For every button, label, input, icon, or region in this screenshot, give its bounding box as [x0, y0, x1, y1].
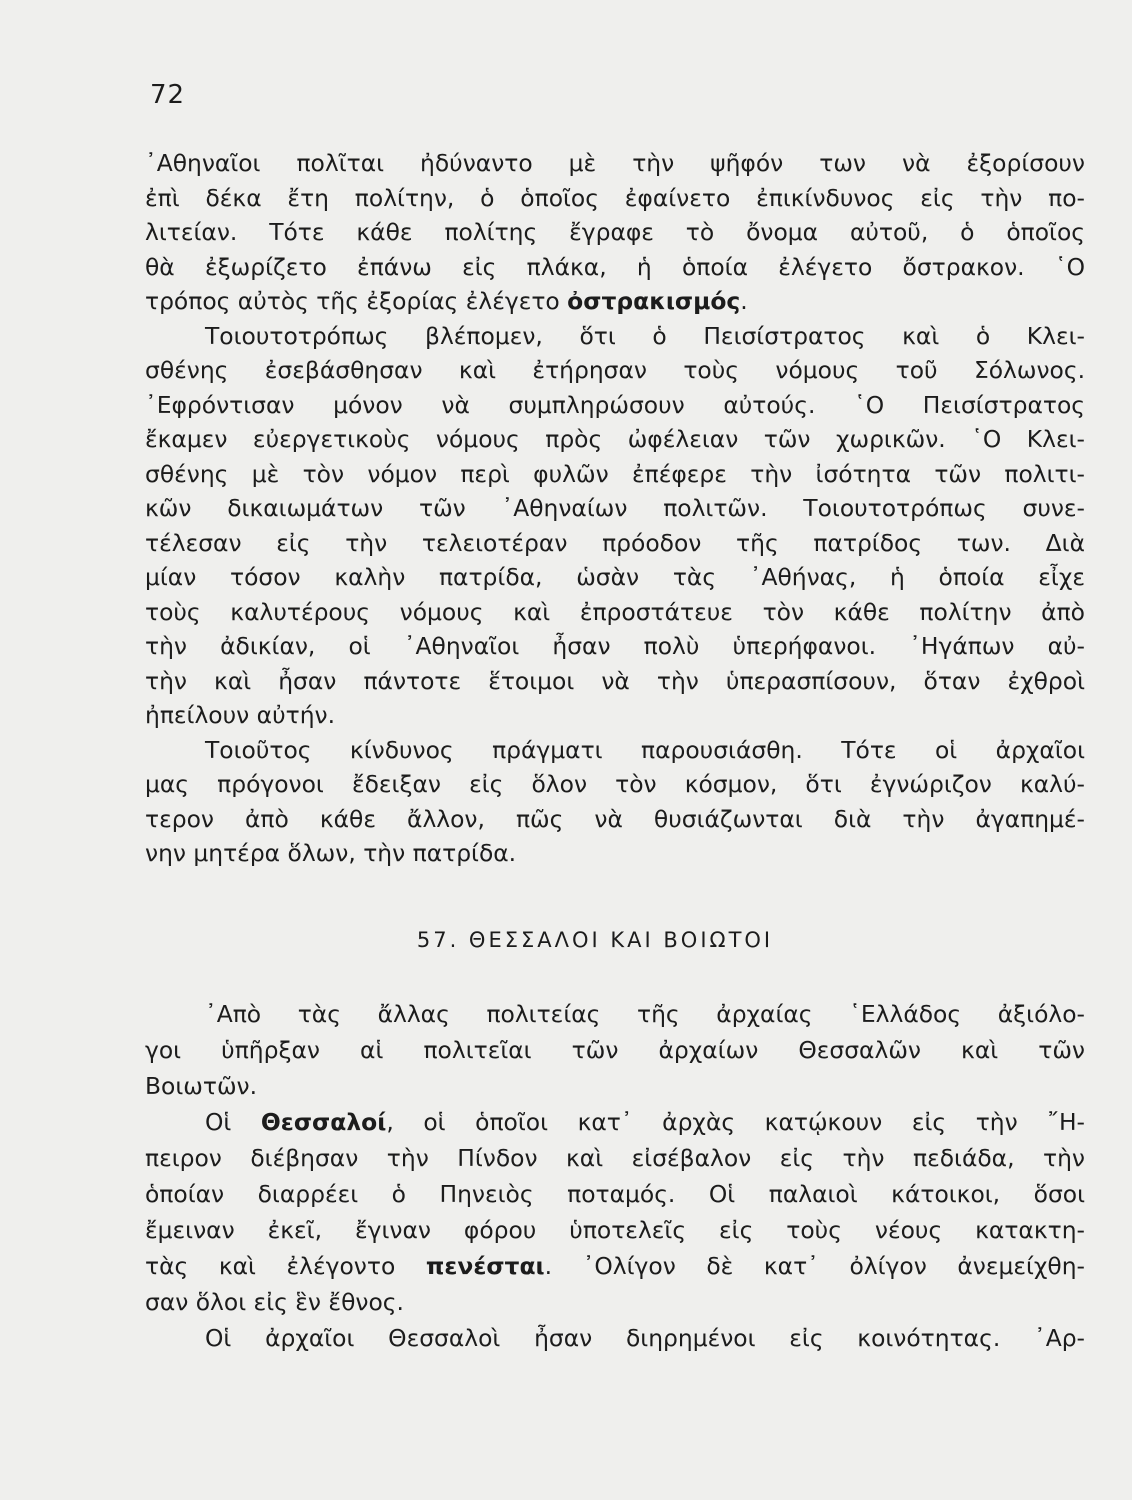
text-line: ᾿Απὸ τὰς ἄλλας πολιτείας τῆς ἀρχαίας ῾Ελλάδος ἀξιόλο-: [205, 1000, 1085, 1028]
text-run: Οἱ: [205, 1108, 261, 1136]
text-run: , οἱ ὁποῖοι κατ᾿ ἀρχὰς κατῴκουν εἰς τὴν ῎Η-: [386, 1108, 1085, 1136]
bold-term-penestai: πενέσται: [425, 1252, 545, 1280]
text-line: τέλεσαν εἰς τὴν τελειοτέραν πρόοδον τῆς πατρίδος των. Διὰ: [145, 528, 1085, 557]
text-line: σθένης μὲ τὸν νόμον περὶ φυλῶν ἐπέφερε τὴν ἰσότητα τῶν πολιτι-: [145, 459, 1085, 488]
text-run: τὰς καὶ ἐλέγοντο: [145, 1252, 426, 1280]
text-line: τοὺς καλυτέρους νόμους καὶ ἐπροστάτευε τὸν κάθε πολίτην ἀπὸ: [145, 597, 1085, 626]
text-line: σαν ὅλοι εἰς ἓν ἔθνος.: [145, 1288, 404, 1316]
text-line: γοι ὑπῆρξαν αἱ πολιτεῖαι τῶν ἀρχαίων Θεσσαλῶν καὶ τῶν: [145, 1036, 1085, 1064]
text-line: Τοιοῦτος κίνδυνος πράγματι παρουσιάσθη. Τότε οἱ ἀρχαῖοι: [205, 735, 1085, 764]
text-line: [145, 1248, 1085, 1284]
text-line: ἠπείλουν αὐτήν.: [145, 701, 336, 729]
text-line: τερον ἀπὸ κάθε ἄλλον, πῶς νὰ θυσιάζωνται διὰ τὴν ἀγαπημέ-: [145, 804, 1085, 833]
bold-term-ostrakismos: ὀστρακισμός: [567, 287, 741, 315]
text-run: τρόπος αὐτὸς τῆς ἐξορίας ἐλέγετο: [145, 287, 568, 315]
text-line: ᾿Εφρόντισαν μόνον νὰ συμπληρώσουν αὐτούς. ῾Ο Πεισίστρατος: [145, 390, 1085, 419]
text-line: [145, 1104, 1085, 1140]
text-line: κῶν δικαιωμάτων τῶν ᾿Αθηναίων πολιτῶν. Τοιουτοτρόπως συνε-: [145, 494, 1085, 522]
section-heading: 57. ΘΕΣΣΑΛΟΙ ΚΑΙ ΒΟΙΩΤΟΙ: [416, 928, 774, 952]
text-line: ἐπὶ δέκα ἔτη πολίτην, ὁ ὁποῖος ἐφαίνετο ἐπικίνδυνος εἰς τὴν πο-: [145, 183, 1085, 212]
text-run: . ᾿Ολίγον δὲ κατ᾿ ὀλίγον ἀνεμείχθη-: [544, 1252, 1085, 1280]
text-line: θὰ ἐξωρίζετο ἐπάνω εἰς πλάκα, ἡ ὁποία ἐλέγετο ὄστρακον. ῾Ο: [145, 252, 1085, 281]
text-line: νην μητέρα ὅλων, τὴν πατρίδα.: [145, 839, 517, 867]
bold-term-thessaloi: Θεσσαλοί: [260, 1108, 387, 1136]
text-line: σθένης ἐσεβάσθησαν καὶ ἐτήρησαν τοὺς νόμους τοῦ Σόλωνος.: [145, 356, 1085, 384]
text-line: πειρον διέβησαν τὴν Πίνδον καὶ εἰσέβαλον εἰς τὴν πεδιάδα, τὴν: [145, 1144, 1085, 1172]
text-line: Βοιωτῶν.: [145, 1072, 258, 1100]
text-block-top: [145, 146, 1085, 871]
text-line: μας πρόγονοι ἔδειξαν εἰς ὅλον τὸν κόσμον, ὅτι ἐγνώριζον καλύ-: [145, 770, 1085, 798]
text-line: ὁποίαν διαρρέει ὁ Πηνειὸς ποταμός. Οἱ παλαιοὶ κάτοικοι, ὅσοι: [145, 1180, 1085, 1208]
text-line: Οἱ ἀρχαῖοι Θεσσαλοὶ ἦσαν διηρημένοι εἰς κοινότητας. ᾿Αρ-: [205, 1324, 1085, 1352]
text-line: [145, 284, 1085, 319]
text-line: τὴν καὶ ἦσαν πάντοτε ἕτοιμοι νὰ τὴν ὑπερασπίσουν, ὅταν ἐχθροὶ: [145, 666, 1085, 695]
text-line: Τοιουτοτρόπως βλέπομεν, ὅτι ὁ Πεισίστρατος καὶ ὁ Κλει-: [205, 321, 1085, 350]
text-line: λιτείαν. Τότε κάθε πολίτης ἔγραφε τὸ ὄνομα αὐτοῦ, ὁ ὁποῖος: [145, 218, 1085, 246]
text-line: ἔκαμεν εὐεργετικοὺς νόμους πρὸς ὠφέλειαν τῶν χωρικῶν. ῾Ο Κλει-: [145, 425, 1085, 453]
text-line: μίαν τόσον καλὴν πατρίδα, ὡσὰν τὰς ᾿Αθήνας, ἡ ὁποία εἶχε: [145, 563, 1085, 591]
page-number: 72: [150, 80, 186, 110]
text-line: τὴν ἀδικίαν, οἱ ᾿Αθηναῖοι ἦσαν πολὺ ὑπερήφανοι. ᾿Ηγάπων αὐ-: [145, 632, 1085, 660]
text-line: ᾿Αθηναῖοι πολῖται ἠδύναντο μὲ τὴν ψῆφόν των νὰ ἐξορίσουν: [145, 149, 1085, 177]
text-line: ἔμειναν ἐκεῖ, ἔγιναν φόρου ὑποτελεῖς εἰς τοὺς νέους κατακτη-: [145, 1216, 1085, 1244]
text-run: .: [740, 287, 748, 315]
text-block-bottom: [145, 996, 1085, 1356]
